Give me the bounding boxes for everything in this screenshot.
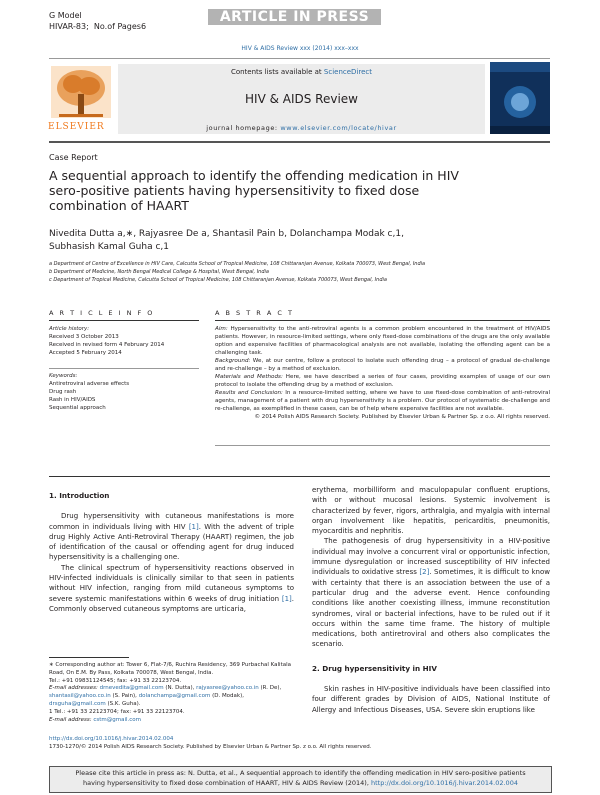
email-link[interactable]: cstm@gmail.com	[93, 716, 142, 723]
corresponding-tel: Tel.: +91 09831124545; fax: +91 33 22123704.	[49, 677, 182, 684]
journal-homepage	[118, 124, 485, 132]
keyword-item: Rash in HIV/AIDS	[49, 397, 96, 403]
background-text: We, at our centre, follow a protocol to isolate such offending drug – a protocol of gradual de-challenge and re-challenge – by a method of exclusion.	[215, 358, 550, 372]
keywords-label: Keywords:	[49, 373, 78, 379]
journal-citation: HIV & AIDS Review xxx (2014) xxx–xxx	[241, 45, 359, 52]
reference-link[interactable]: [2]	[419, 568, 430, 577]
cite-line-1: Please cite this article in press as: N. Dutta, et al., A sequential approach to identify the offending medication in HIV sero-positive patients	[75, 769, 526, 777]
divider	[215, 320, 550, 321]
reference-link[interactable]: [1]	[188, 522, 199, 531]
paragraph-text: . Commonly observed cutaneous symptoms are urticaria,	[49, 594, 294, 613]
authors-line-1[interactable]: Nivedita Dutta a,∗, Rajyasree De a, Shantasil Pain b, Dolanchampa Modak c,1,	[49, 229, 404, 239]
methods-label: Materials and Methods:	[215, 374, 283, 380]
affiliation-b: b Department of Medicine, North Bengal Medical College & Hospital, West Bengal, India	[49, 269, 269, 275]
doi-link[interactable]: http://dx.doi.org/10.1016/j.hivar.2014.02.004	[49, 736, 174, 742]
divider	[49, 368, 199, 369]
keyword-item: Antiretroviral adverse effects	[49, 381, 130, 387]
author-list	[49, 228, 469, 254]
abstract-copyright: © 2014 Polish AIDS Research Society. Published by Elsevier Urban & Partner Sp. z o.o. All rights reserved.	[254, 414, 550, 420]
paragraph-text: . Sometimes, it is difficult to know with certainty that there is an association between the use of a particular drug and the adverse event. Hence confounding conditions like another coexisting illness, immune reconstitution syndromes, viral or bacterial infections, have to be ruled out if it occurs within the same time frame. The history of multiple medications, both antiretroviral and others also complicates the scenario.	[312, 568, 550, 649]
email-link[interactable]: drnevedita@gmail.com	[99, 685, 164, 692]
article-in-press-banner: ARTICLE IN PRESS	[208, 9, 381, 25]
journal-cover-image	[490, 62, 550, 134]
email-address-label: E-mail address:	[49, 716, 92, 723]
abstract-aim	[215, 325, 550, 357]
article-type: Case Report	[49, 153, 98, 162]
paragraph-text: Drug hypersensitivity with cutaneous manifestations is more common in individuals living with HIV	[49, 512, 294, 531]
email-address	[49, 717, 294, 725]
abstract-heading: A B S T R A C T	[215, 309, 294, 317]
corresponding-author: ∗ Corresponding author at: Tower 6, Flat-7/6, Ruchira Residency, 369 Purbachal Kalitala Road, On E.M. By Pass, Kolkata 700078, West Bengal, India.	[49, 662, 291, 676]
body-column-left	[49, 485, 294, 614]
cite-this-article-box	[49, 766, 552, 793]
cite-line-2	[50, 778, 551, 788]
results-text: In a resource-limited setting, where we have to use fixed-dose combination of anti-retroviral agents, management of a patient with drug hypersensitivity is a problem. Our protocol of systematic de-challenge and re-challenge, as exemplified in these cases, can be of help where expensive facilities are not available.	[215, 390, 550, 412]
contents-prefix: Contents lists available at	[230, 68, 322, 76]
received-date: Received 3 October 2013	[49, 334, 119, 340]
paragraph-text: . With the advent of triple drug Highly Active Anti-Retroviral Therapy (HAART) regimen, the job of identification of the causal or offending agent for drug induced hypersensitivity is a challenging one.	[49, 522, 294, 562]
results-label: Results and Conclusion:	[215, 390, 283, 396]
abstract-background	[215, 357, 550, 373]
cite-doi-link[interactable]: http://dx.doi.org/10.1016/j.hivar.2014.02.004	[371, 779, 518, 787]
methods-text: Here, we have described a series of four cases, providing examples of usage of our own protocol to isolate the offending drug by a method of exclusion.	[215, 374, 551, 388]
affiliation-a: a Department of Centre of Excellence in HIV Care, Calcutta School of Tropical Medicine, 108 Chittaranjan Avenue, Kolkata 700073, West Bengal, India	[49, 261, 426, 267]
keywords	[49, 372, 199, 412]
paragraph: Skin rashes in HIV-positive individuals have been classified into four different grades by Division of AIDS, National Institute of Allergy and Infectious Diseases, USA. Severe skin eruptions like	[312, 685, 550, 714]
email-owner: (S. Pain),	[112, 693, 137, 700]
section-heading-introduction: 1. Introduction	[49, 491, 110, 500]
email-link[interactable]: rajyasree@yahoo.co.in	[196, 685, 259, 692]
keyword-item: Drug rash	[49, 389, 77, 395]
issn-copyright: 1730-1270/© 2014 Polish AIDS Research Society. Published by Elsevier Urban & Partner Sp. z o.o. All rights reserved.	[49, 744, 372, 750]
article-title: A sequential approach to identify the offending medication in HIV sero-positive patients having hypersensitivity to fixed dose combination of HAART	[49, 168, 459, 213]
paragraph	[49, 511, 294, 562]
divider	[49, 320, 199, 321]
header-meta	[49, 10, 146, 32]
email-label: E-mail addresses:	[49, 685, 98, 692]
email-owner: (D. Modak),	[212, 693, 244, 700]
body-column-right	[312, 485, 550, 715]
cite-text: having hypersensitivity to fixed dose combination of HAART, HIV & AIDS Review (2014),	[83, 779, 369, 787]
accepted-date: Accepted 5 February 2014	[49, 350, 122, 356]
footnotes	[49, 662, 294, 724]
footnote-divider	[49, 657, 129, 658]
journal-title: HIV & AIDS Review	[245, 92, 358, 106]
email-addresses	[49, 685, 294, 708]
sciencedirect-link[interactable]: ScienceDirect	[323, 68, 373, 76]
paragraph	[49, 563, 294, 614]
affiliations	[49, 260, 550, 284]
email-owner: (N. Dutta),	[165, 685, 195, 692]
section-heading-drug-hypersensitivity: 2. Drug hypersensitivity in HIV	[312, 663, 437, 673]
email-owner: (R. De),	[260, 685, 282, 692]
divider	[215, 445, 550, 446]
divider	[49, 476, 550, 477]
abstract-methods	[215, 373, 550, 389]
article-info-heading: A R T I C L E I N F O	[49, 309, 155, 317]
email-link[interactable]: drsguha@gmail.com	[49, 700, 106, 707]
paragraph-text: The pathogenesis of drug hypersensitivity in a HIV-positive individual may involve a concurrent viral or opportunistic infection, immune dysregulation or increased susceptibility of HIV infected individuals to oxidative stress	[312, 537, 550, 577]
abstract-body	[215, 325, 550, 421]
keyword-item: Sequential approach	[49, 405, 106, 411]
contents-line	[118, 68, 485, 76]
homepage-prefix: journal homepage:	[206, 124, 278, 132]
paragraph-text: The clinical spectrum of hypersensitivity reactions observed in HIV-infected individuals is clinically similar to that seen in patients without HIV infection, ranging from mild cutaneous symptoms to severe systemic manifestations within 6 weeks of drug initiation	[49, 563, 294, 603]
email-link[interactable]: dolanchampa@gmail.com	[138, 693, 211, 700]
publisher-logo-text: ELSEVIER	[48, 122, 105, 132]
footnote-1: 1 Tel.: +91 33 22123704; fax: +91 33 22123704.	[49, 708, 185, 715]
page-count: No.of Pages6	[93, 22, 147, 31]
aim-text: Hypersensitivity to the anti-retroviral agents is a common problem encountered in the treatment of HIV/AIDS patients. However, in resource-limited settings, where only fixed-dose combinations of the drugs are the only available option and expensive facilities of pharmacological analysis are not available, isolating the offending agent can be a challenging task.	[215, 326, 550, 356]
email-link[interactable]: shantasil@yahoo.co.in	[49, 693, 111, 700]
article-history	[49, 325, 199, 357]
affiliation-c: c Department of Tropical Medicine, Calcutta School of Tropical Medicine, 108 Chittaranjan Avenue, Kolkata 700073, West Bengal, India	[49, 277, 387, 283]
aim-label: Aim:	[215, 326, 228, 332]
revised-date: Received in revised form 4 February 2014	[49, 342, 165, 348]
paragraph: erythema, morbilliform and maculopapular confluent eruptions, with or without mucosal lesions. Systemic involvement is characterized by fever, rigors, arthralgia, and myalgia with internal organ involvement like hepatitis, pericarditis, pneumonitis, myocarditis and nephritis.	[312, 486, 550, 536]
paragraph	[312, 536, 550, 649]
abstract-results	[215, 389, 550, 413]
email-owner: (S.K. Guha).	[107, 700, 141, 707]
background-label: Background:	[215, 358, 251, 364]
reference-link[interactable]: [1]	[281, 594, 292, 603]
authors-line-2[interactable]: Subhasish Kamal Guha c,1	[49, 242, 169, 252]
manuscript-id: HIVAR-83;	[49, 22, 89, 31]
homepage-link[interactable]: www.elsevier.com/locate/hivar	[280, 124, 397, 132]
history-label: Article history:	[49, 326, 90, 332]
model-label: G Model	[49, 11, 82, 20]
